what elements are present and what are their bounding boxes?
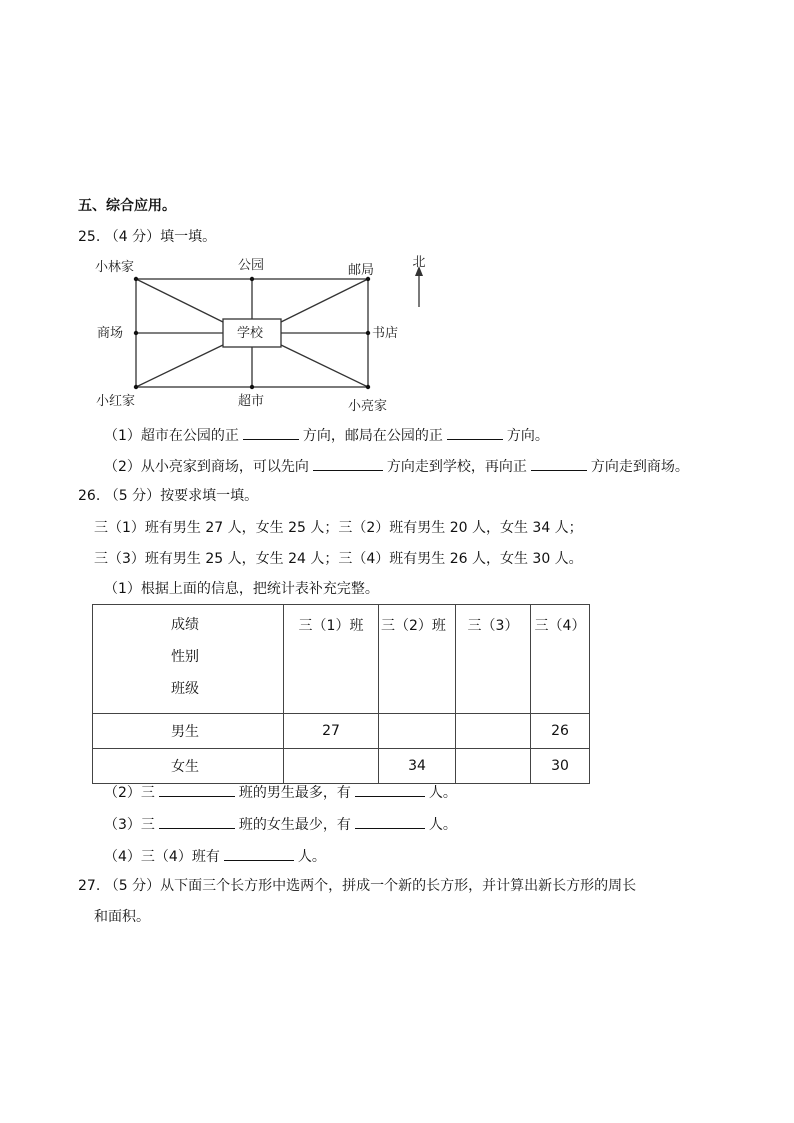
table-cell[interactable]: 27: [284, 714, 379, 749]
q26-sub3: （3）三 班的女生最少，有 人。: [104, 813, 457, 835]
q27-line-2: 和面积。: [94, 909, 150, 925]
q26-sub2: （2）三 班的男生最多，有 人。: [104, 781, 457, 803]
q26-info-line-1: 三（1）班有男生 27 人，女生 25 人；三（2）班有男生 20 人，女生 34 人；: [94, 520, 583, 536]
table-cell[interactable]: 30: [531, 749, 590, 784]
answer-blank[interactable]: [243, 424, 299, 440]
answer-blank[interactable]: [159, 813, 235, 829]
column-header: 三（2）班: [379, 605, 456, 714]
answer-blank[interactable]: [355, 813, 425, 829]
place-xiaolin-home: 小林家: [95, 260, 135, 275]
table-row: [93, 749, 590, 784]
answer-blank[interactable]: [531, 455, 587, 471]
north-label: 北: [412, 255, 426, 270]
place-bookstore: 书店: [372, 326, 399, 341]
answer-blank[interactable]: [313, 455, 383, 471]
q26-info-line-2: 三（3）班有男生 25 人，女生 24 人；三（4）班有男生 26 人，女生 30 人。: [94, 551, 583, 567]
q26-sub1: （1）根据上面的信息，把统计表补充完整。: [104, 581, 379, 597]
q25-sub1: （1）超市在公园的正 方向，邮局在公园的正 方向。: [104, 424, 549, 446]
place-xiaoliang-home: 小亮家: [348, 399, 388, 414]
table-cell[interactable]: [284, 749, 379, 784]
q25-sub2: （2）从小亮家到商场，可以先向 方向走到学校，再向正 方向走到商场。: [104, 455, 689, 477]
corner-label-gender: 性别: [171, 649, 199, 665]
q26-sub4: （4）三（4）班有 人。: [104, 845, 326, 867]
column-header: 三（1）班: [284, 605, 379, 714]
table-header-row: [93, 605, 590, 714]
column-header: 三（3）: [456, 605, 531, 714]
table-cell[interactable]: 34: [379, 749, 456, 784]
q26-points: （5 分）按要求填一填。: [104, 488, 259, 504]
place-school: 学校: [237, 326, 264, 341]
answer-blank[interactable]: [224, 845, 294, 861]
q26-number: 26.: [78, 488, 101, 504]
answer-blank[interactable]: [447, 424, 503, 440]
q26-heading: [78, 486, 258, 506]
table-cell[interactable]: [456, 749, 531, 784]
section-title: 五、综合应用。: [78, 198, 176, 214]
place-park: 公园: [238, 258, 265, 273]
answer-blank[interactable]: [355, 781, 425, 797]
answer-blank[interactable]: [159, 781, 235, 797]
q25-number: 25.: [78, 229, 101, 245]
corner-label-score: 成绩: [171, 617, 199, 633]
place-xiaohong-home: 小红家: [96, 394, 136, 409]
column-header: 三（4）: [531, 605, 590, 714]
table-cell[interactable]: [379, 714, 456, 749]
place-supermarket: 超市: [238, 394, 265, 409]
table-corner-cell: [93, 605, 284, 714]
row-label: 男生: [93, 714, 284, 749]
place-mall: 商场: [97, 326, 124, 341]
corner-label-class: 班级: [171, 681, 199, 697]
table-cell[interactable]: 26: [531, 714, 590, 749]
place-post-office: 邮局: [348, 263, 375, 278]
row-label: 女生: [93, 749, 284, 784]
q27-number: 27.: [78, 878, 101, 894]
direction-map: [90, 252, 430, 417]
statistics-table: [92, 604, 590, 784]
q25-heading: [78, 227, 216, 247]
q27-line-1: 27. （5 分）从下面三个长方形中选两个，拼成一个新的长方形，并计算出新长方形的周长: [78, 878, 637, 894]
table-row: [93, 714, 590, 749]
q25-points: （4 分）填一填。: [104, 229, 217, 245]
table-cell[interactable]: [456, 714, 531, 749]
